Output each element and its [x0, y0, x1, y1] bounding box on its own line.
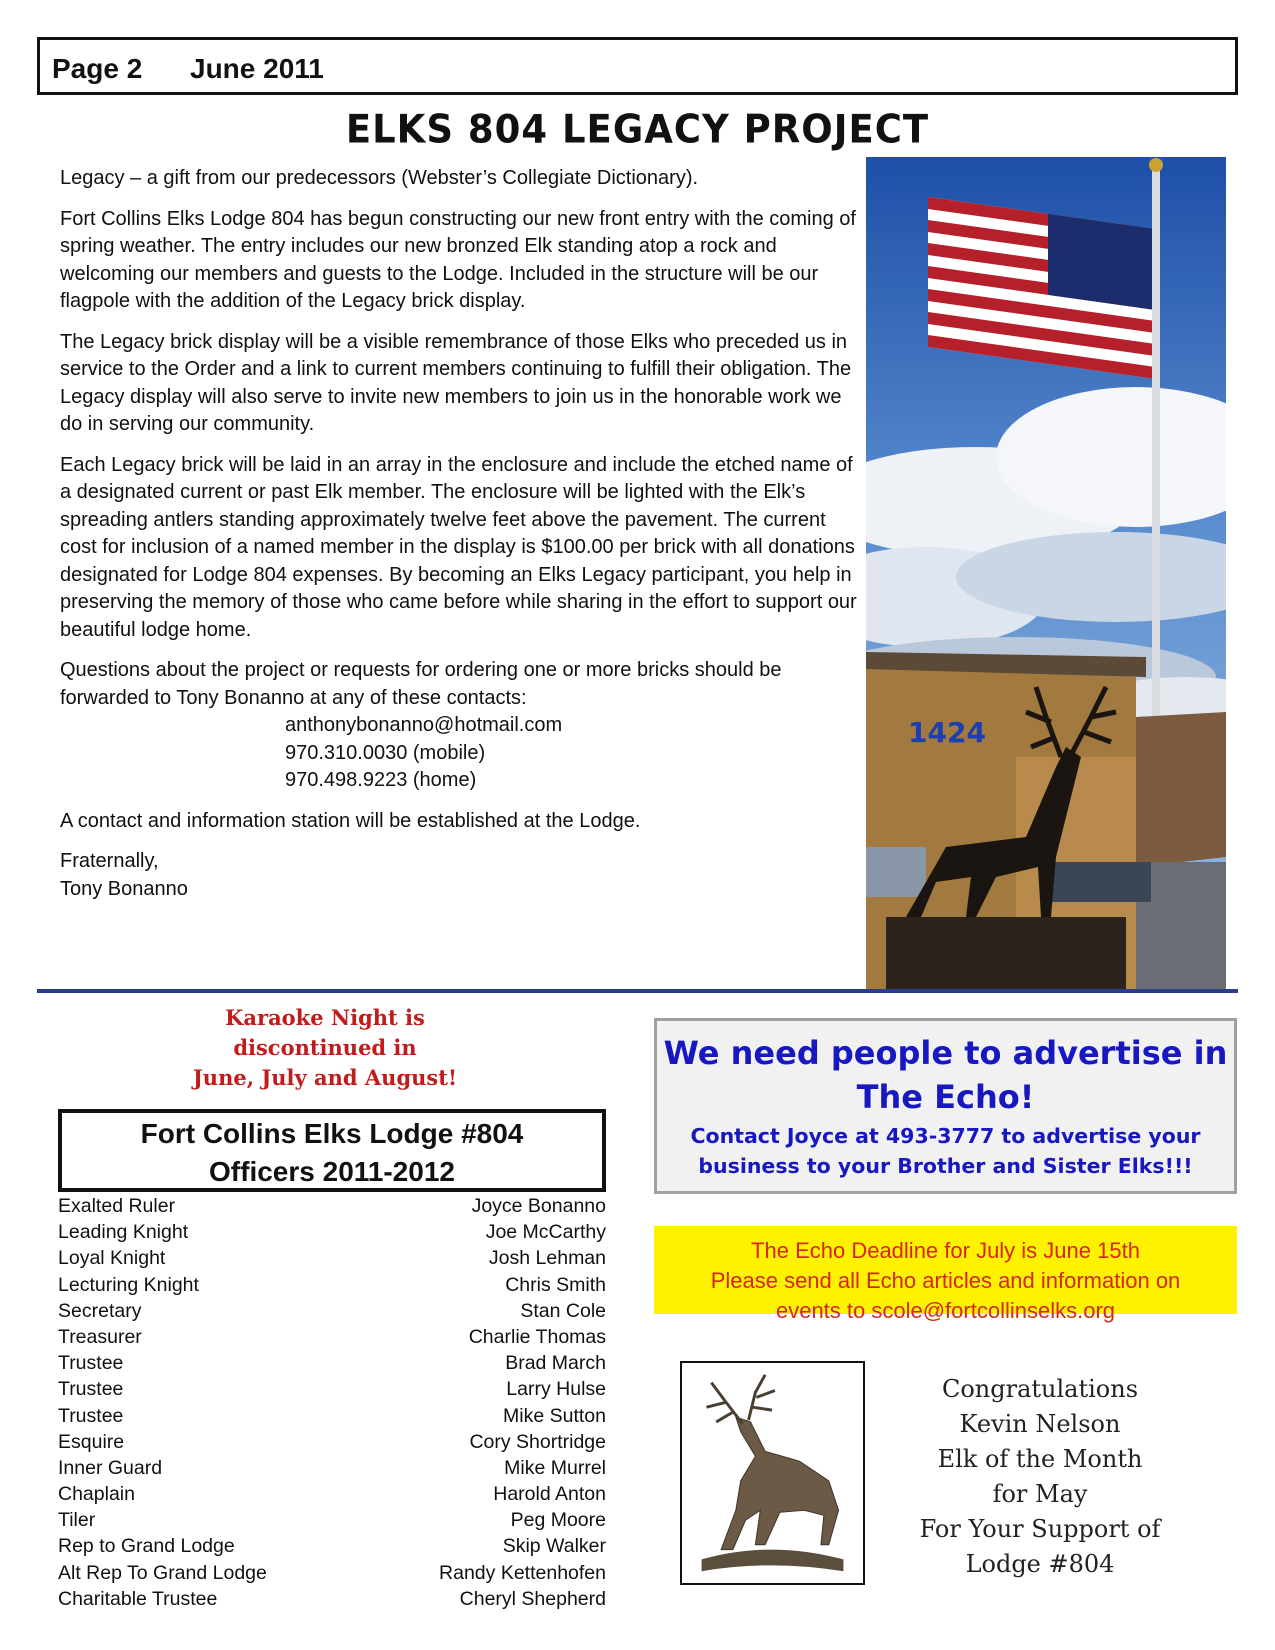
contact-email[interactable]: anthonybonanno@hotmail.com	[285, 714, 563, 736]
officer-role: Trustee	[58, 1404, 124, 1427]
page-header	[37, 37, 1238, 95]
article-paragraph: Legacy – a gift from our predecessors (Webster’s Collegiate Dictionary).	[60, 167, 699, 189]
congrats-line: Elk of the Month	[937, 1445, 1143, 1473]
officer-row	[58, 1245, 606, 1271]
officer-row	[58, 1324, 606, 1350]
officer-role: Exalted Ruler	[58, 1195, 176, 1217]
advertise-headline-line: The Echo!	[856, 1078, 1035, 1116]
officer-name: Cheryl Shepherd	[459, 1587, 606, 1610]
officer-role: Trustee	[58, 1378, 124, 1401]
advertise-contact	[657, 1121, 1234, 1181]
congrats-line: for May	[992, 1480, 1088, 1508]
closing: Fraternally,	[60, 850, 159, 872]
advertise-box	[654, 1018, 1237, 1194]
officer-name: Stan Cole	[520, 1299, 606, 1322]
officer-name: Charlie Thomas	[468, 1325, 606, 1348]
officer-role: Inner Guard	[58, 1456, 163, 1479]
officer-row	[58, 1350, 606, 1376]
signature: Tony Bonanno	[60, 877, 188, 900]
article-paragraph: Questions about the project or requests for ordering one or more bricks should be forwarded to Tony Bonanno at any of these contacts:	[60, 659, 782, 709]
officer-name: Cory Shortridge	[469, 1430, 606, 1453]
officer-role: Trustee	[58, 1352, 124, 1375]
deadline-line: The Echo Deadline for July is June 15th	[751, 1238, 1140, 1263]
officers-subtitle: Officers 2011-2012	[209, 1156, 455, 1187]
officer-row	[58, 1376, 606, 1402]
deadline-box	[654, 1226, 1237, 1323]
karaoke-notice	[95, 1003, 555, 1093]
advertise-headline	[657, 1031, 1234, 1119]
officer-row	[58, 1560, 606, 1586]
elk-of-month-congrats	[905, 1372, 1175, 1582]
article-body	[60, 165, 860, 916]
officer-name: Skip Walker	[502, 1535, 606, 1558]
officer-name: Randy Kettenhofen	[439, 1561, 606, 1584]
officer-row	[58, 1298, 606, 1324]
contact-home: 970.498.9223 (home)	[285, 769, 477, 791]
officer-name: Mike Sutton	[503, 1404, 606, 1427]
officer-row	[58, 1403, 606, 1429]
officer-row	[58, 1455, 606, 1481]
officer-role: Charitable Trustee	[58, 1587, 218, 1610]
officer-row	[58, 1481, 606, 1507]
congrats-line: Kevin Nelson	[959, 1410, 1121, 1438]
officer-row	[58, 1272, 606, 1298]
advertise-contact-line: Contact Joyce at 493-3777 to advertise your	[690, 1124, 1201, 1148]
officers-list	[58, 1193, 606, 1612]
officer-role: Loyal Knight	[58, 1247, 166, 1270]
page-number: Page 2	[52, 53, 143, 84]
officer-row	[58, 1193, 606, 1219]
officer-row	[58, 1533, 606, 1559]
officer-name: Chris Smith	[505, 1273, 606, 1296]
karaoke-line: June, July and August!	[192, 1065, 458, 1090]
building-number: 1424	[908, 716, 986, 749]
officer-row	[58, 1429, 606, 1455]
officer-name: Joyce Bonanno	[471, 1195, 606, 1217]
officer-role: Esquire	[58, 1430, 125, 1453]
elk-statue-image	[680, 1361, 865, 1585]
officer-row	[58, 1219, 606, 1245]
officers-title: Fort Collins Elks Lodge #804	[140, 1118, 524, 1149]
officer-name: Larry Hulse	[506, 1378, 606, 1401]
officer-role: Treasurer	[58, 1325, 142, 1348]
officer-role: Lecturing Knight	[58, 1273, 199, 1296]
contact-mobile: 970.310.0030 (mobile)	[285, 741, 486, 764]
officer-name: Brad March	[505, 1352, 606, 1375]
officer-name: Josh Lehman	[488, 1247, 606, 1270]
officers-title-box	[58, 1109, 606, 1192]
deadline-email[interactable]: events to scole@fortcollinselks.org	[775, 1298, 1116, 1323]
article-paragraph: Each Legacy brick will be laid in an array in the enclosure and include the etched name of a designated current or past Elk member. The enclosure will be lighted with the Elk’s spreading antlers standing approximately twelve feet above the pavement. The current cost for inclusion of a named member in the display is $100.00 per brick with all donations designated for Lodge 804 expenses. By becoming an Elks Legacy participant, you help in preserving the memory of those who came before while sharing in the effort to support our beautiful lodge home.	[60, 453, 857, 641]
issue-date: June 2011	[190, 53, 324, 84]
congrats-line: Lodge #804	[965, 1550, 1115, 1578]
officer-row	[58, 1586, 606, 1612]
officer-row	[58, 1507, 606, 1533]
officer-role: Rep to Grand Lodge	[58, 1535, 235, 1558]
officer-name: Harold Anton	[493, 1483, 606, 1506]
section-divider	[37, 989, 1238, 993]
karaoke-line: discontinued in	[233, 1035, 417, 1060]
flag-elk-photo	[866, 157, 1226, 989]
article-title: ELKS 804 LEGACY PROJECT	[345, 106, 930, 153]
officer-role: Tiler	[58, 1509, 96, 1532]
officer-name: Peg Moore	[510, 1509, 606, 1532]
article-paragraph: The Legacy brick display will be a visible remembrance of those Elks who preceded us in service to the Order and a link to current members continuing to fulfill their obligation. The Legacy display will also serve to invite new members to join us in the honorable work we do in serving our community.	[60, 330, 852, 435]
officer-role: Secretary	[58, 1299, 142, 1322]
officer-name: Mike Murrel	[504, 1456, 606, 1479]
officer-role: Alt Rep To Grand Lodge	[58, 1561, 267, 1584]
article-paragraph: Fort Collins Elks Lodge 804 has begun constructing our new front entry with the coming of spring weather. The entry includes our new bronzed Elk standing atop a rock and welcoming our members and guests to the Lodge. Included in the structure will be our flagpole with the addition of the Legacy brick display.	[60, 207, 856, 312]
congrats-line: For Your Support of	[919, 1515, 1161, 1543]
officer-role: Leading Knight	[58, 1221, 189, 1244]
congrats-line: Congratulations	[941, 1375, 1139, 1403]
station-note: A contact and information station will be established at the Lodge.	[60, 809, 641, 832]
advertise-headline-line: We need people to advertise in	[663, 1034, 1228, 1072]
karaoke-line: Karaoke Night is	[225, 1005, 425, 1030]
officer-role: Chaplain	[58, 1483, 135, 1506]
officer-name: Joe McCarthy	[485, 1221, 606, 1244]
advertise-contact-line: business to your Brother and Sister Elks!!!	[698, 1154, 1193, 1178]
deadline-line: Please send all Echo articles and information on	[710, 1268, 1181, 1293]
